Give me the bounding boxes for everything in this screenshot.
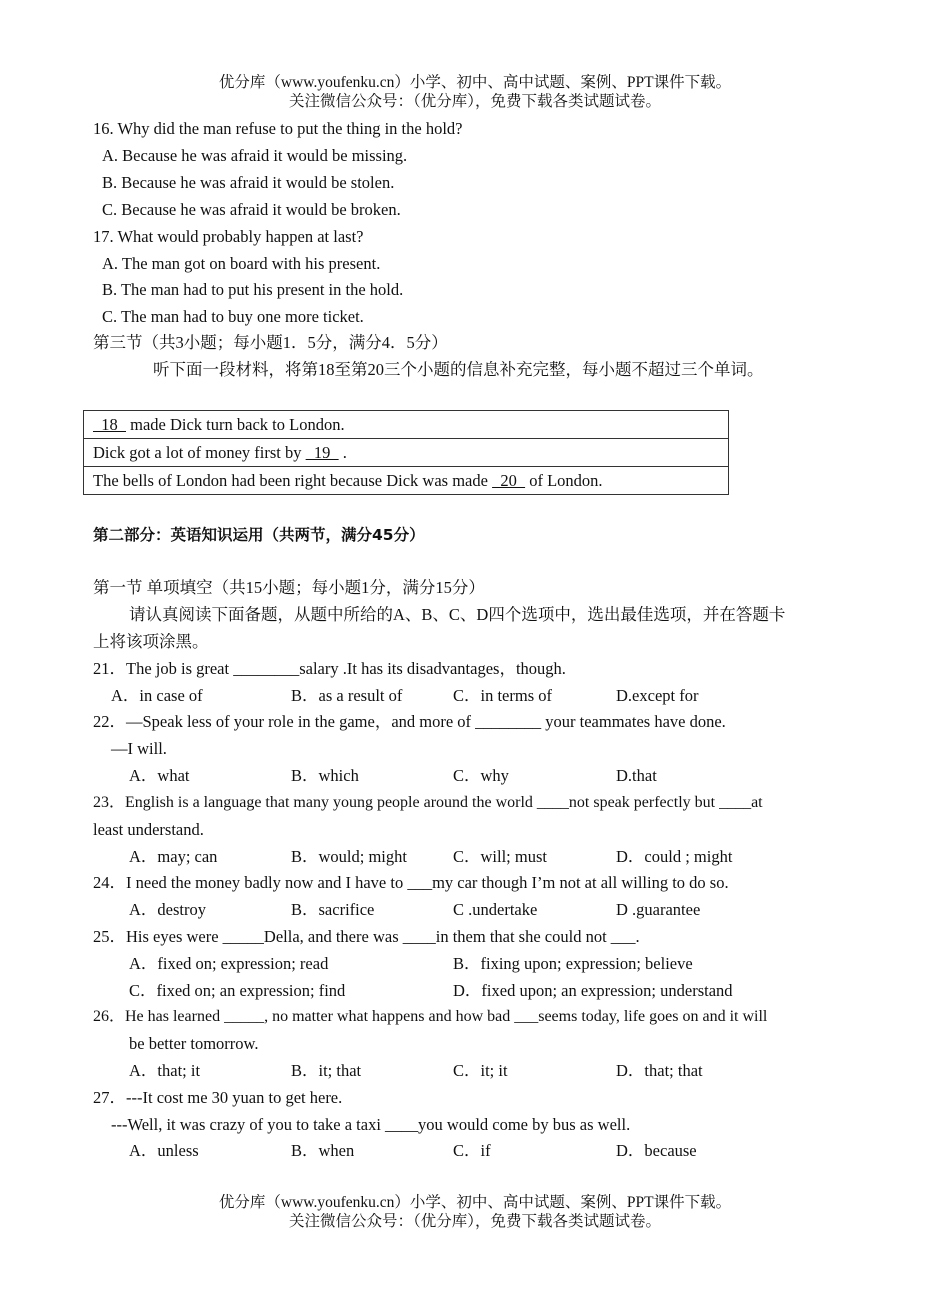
q21-stem: 21．The job is great ________salary .It has its disadvantages，though. (93, 659, 566, 678)
section3-instruction: 听下面一段材料，将第18至第20三个小题的信息补充完整，每小题不超过三个单词。 (153, 360, 764, 379)
q16-option-a: A. Because he was afraid it would be missing. (102, 146, 408, 165)
q16-option-c: C. Because he was afraid it would be broken. (102, 200, 401, 219)
sec1-title: 第一节 单项填空（共15小题；每小题1分，满分15分） (93, 578, 485, 597)
q26-stem-2: be better tomorrow. (129, 1034, 259, 1053)
q26-option-d: D．that; that (616, 1061, 703, 1080)
q26-option-c: C．it; it (453, 1061, 508, 1080)
q16-option-b: B. Because he was afraid it would be stolen. (102, 173, 395, 192)
q16-stem: 16. Why did the man refuse to put the thing in the hold? (93, 119, 463, 138)
q22-option-b: B．which (291, 766, 359, 785)
q27-option-d: D．because (616, 1141, 697, 1160)
q21-option-c: C．in terms of (453, 686, 552, 705)
row1-text: made Dick turn back to London. (126, 415, 345, 434)
info-table (83, 410, 729, 495)
q23-option-c: C．will; must (453, 847, 547, 866)
q25-stem: 25．His eyes were _____Della, and there was ____in them that she could not ___. (93, 927, 640, 946)
q23-option-d: D．could ; might (616, 847, 733, 866)
row3-post: of London. (525, 471, 603, 490)
q17-option-a: A. The man got on board with his present. (102, 254, 381, 273)
q25-option-c: C．fixed on; an expression; find (129, 981, 346, 1000)
blank-19: 19 (305, 443, 339, 462)
q26-option-a: A．that; it (129, 1061, 201, 1080)
q22-reply: —I will. (111, 739, 167, 758)
q24-option-b: B．sacrifice (291, 900, 375, 919)
q27-option-a: A．unless (129, 1141, 199, 1160)
q21-option-d: D.except for (616, 686, 699, 705)
q27-option-c: C．if (453, 1141, 491, 1160)
header-line-1: 优分库（www.youfenku.cn）小学、初中、高中试题、案例、PPT课件下载。 (218, 74, 732, 91)
q17-option-b: B. The man had to put his present in the hold. (102, 280, 404, 299)
row2-post: . (338, 443, 347, 462)
q21-option-b: B．as a result of (291, 686, 403, 705)
table-row (84, 411, 728, 438)
table-row (84, 438, 728, 466)
q23-stem-1: 23．English is a language that many young people around the world ____not speak perfectly but ____at (93, 794, 763, 811)
footer-line-1: 优分库（www.youfenku.cn）小学、初中、高中试题、案例、PPT课件下载。 (218, 1194, 732, 1211)
q24-stem: 24．I need the money badly now and I have to ___my car though I’m not at all willing to do so. (93, 873, 729, 892)
part2-title: 第二部分：英语知识运用（共两节，满分45分） (93, 526, 425, 544)
q24-option-c: C .undertake (453, 900, 538, 919)
q25-option-a: A．fixed on; expression; read (129, 954, 329, 973)
row2-pre: Dick got a lot of money first by (93, 443, 306, 462)
q26-option-b: B．it; that (291, 1061, 362, 1080)
q27-stem: 27．---It cost me 30 yuan to get here. (93, 1088, 343, 1107)
section3-title: 第三节（共3小题；每小题1．5分，满分4．5分） (93, 333, 448, 352)
q22-option-a: A．what (129, 766, 190, 785)
q25-option-d: D．fixed upon; an expression; understand (453, 981, 733, 1000)
q25-option-b: B．fixing upon; expression; believe (453, 954, 693, 973)
sec1-instruction-2: 上将该项涂黑。 (93, 632, 209, 651)
q27-reply: ---Well, it was crazy of you to take a taxi ____you would come by bus as well. (111, 1115, 631, 1134)
footer-line-2: 关注微信公众号：（优分库），免费下载各类试题试卷。 (288, 1213, 661, 1230)
q26-stem-1: 26．He has learned _____, no matter what happens and how bad ___seems today, life goes on and it will (93, 1008, 768, 1025)
row3-pre: The bells of London had been right because Dick was made (93, 471, 493, 490)
q22-option-c: C．why (453, 766, 509, 785)
q22-option-d: D.that (616, 766, 657, 785)
blank-18: 18 (93, 415, 126, 434)
q21-option-a: A．in case of (111, 686, 203, 705)
q23-stem-2: least understand. (93, 820, 204, 839)
q17-stem: 17. What would probably happen at last? (93, 227, 364, 246)
q23-option-a: A．may; can (129, 847, 218, 866)
q22-stem: 22．—Speak less of your role in the game，and more of ________ your teammates have done. (93, 712, 726, 731)
table-row (84, 466, 728, 494)
blank-20: 20 (492, 471, 526, 490)
sec1-instruction-1: 请认真阅读下面备题，从题中所给的A、B、C、D四个选项中，选出最佳选项，并在答题卡 (129, 605, 786, 624)
q17-option-c: C. The man had to buy one more ticket. (102, 307, 364, 326)
q24-option-d: D .guarantee (616, 900, 701, 919)
q23-option-b: B．would; might (291, 847, 407, 866)
q24-option-a: A．destroy (129, 900, 206, 919)
header-line-2: 关注微信公众号：（优分库），免费下载各类试题试卷。 (288, 93, 661, 110)
q27-option-b: B．when (291, 1141, 355, 1160)
